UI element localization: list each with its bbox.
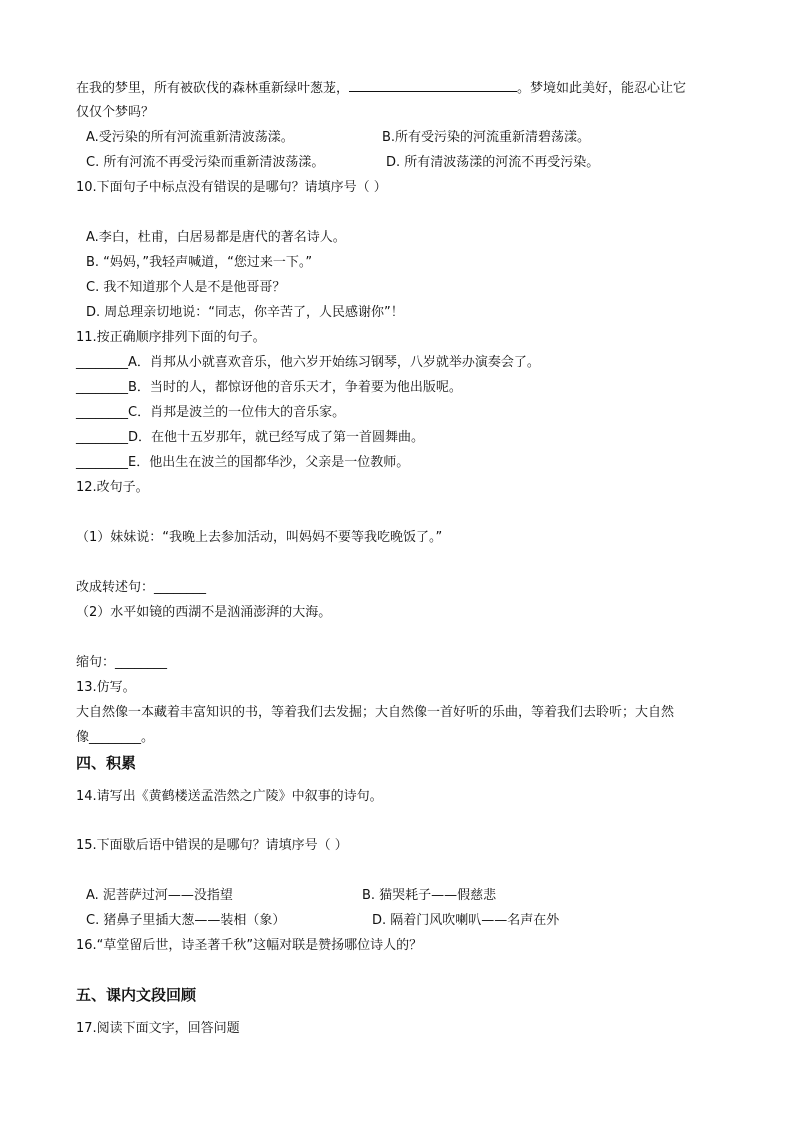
section-5-heading: 五、课内文段回顾 [76,986,197,1004]
q13-line-1: 大自然像一本藏着丰富知识的书，等着我们去发掘；大自然像一首好听的乐曲，等着我们去聆听；大自然 [76,705,675,720]
q9-option-b: B.所有受污染的河流重新清碧荡漾。 [382,130,591,145]
q11-text-d: D．在他十五岁那年，就已经写成了第一首圆舞曲。 [128,430,425,445]
q11-blank-d[interactable]: ________ [76,430,128,445]
q10-stem: 10.下面句子中标点没有错误的是哪句？请填序号（ ） [76,180,387,195]
q9-stem-line1 [76,80,686,97]
q14-stem: 14.请写出《黄鹤楼送孟浩然之广陵》中叙事的诗句。 [76,789,383,804]
q11-item-c [76,405,345,421]
q11-text-a: A．肖邦从小就喜欢音乐，他六岁开始练习钢琴，八岁就举办演奏会了。 [128,355,540,370]
q9-option-c: C. 所有河流不再受污染而重新清波荡漾。 [86,155,325,170]
q11-text-c: C．肖邦是波兰的一位伟大的音乐家。 [128,405,346,420]
q12-prompt-2[interactable]: 缩句：________ [76,655,168,670]
q15-option-b: B. 猫哭耗子——假慈悲 [362,888,497,903]
q9-stem-part-b: 。梦境如此美好，能忍心让它 [517,81,687,96]
q11-item-e [76,455,409,471]
q10-option-d: D. 周总理亲切地说：“同志，你辛苦了，人民感谢你”！ [86,305,404,320]
section-4-heading: 四、积累 [76,754,137,772]
q11-blank-c[interactable]: ________ [76,405,128,420]
q15-option-a: A. 泥菩萨过河——没指望 [86,888,233,903]
q9-stem-line2: 仅仅个梦吗？ [76,105,155,120]
q9-answer-blank[interactable] [349,80,517,92]
q13-line-2[interactable]: 像________。 [76,730,155,745]
q10-option-b: B. “妈妈，”我轻声喊道，“您过来一下。” [86,255,313,270]
q12-sentence-2: （2）水平如镜的西湖不是汹涌澎湃的大海。 [76,605,332,620]
q17-stem: 17.阅读下面文字，回答问题 [76,1021,240,1036]
q13-stem: 13.仿写。 [76,680,136,695]
q12-stem: 12.改句子。 [76,480,149,495]
q11-stem: 11.按正确顺序排列下面的句子。 [76,330,266,345]
q11-text-b: B．当时的人，都惊讶他的音乐天才，争着要为他出版呢。 [128,380,462,395]
q11-item-a [76,355,540,371]
q11-blank-e[interactable]: ________ [76,455,128,470]
q15-option-c: C. 猪鼻子里插大葱——装相（象） [86,913,286,928]
q10-option-a: A.李白，杜甫，白居易都是唐代的著名诗人。 [86,230,346,245]
q9-option-a: A.受污染的所有河流重新清波荡漾。 [86,130,294,145]
q11-text-e: E．他出生在波兰的国都华沙，父亲是一位教师。 [128,455,410,470]
q11-blank-b[interactable]: ________ [76,380,128,395]
q16-stem: 16.“草堂留后世，诗圣著千秋”这幅对联是赞扬哪位诗人的？ [76,938,423,953]
q11-blank-a[interactable]: ________ [76,355,128,370]
q11-item-b [76,380,462,396]
q12-sentence-1: （1）妹妹说：“我晚上去参加活动，叫妈妈不要等我吃晚饭了。” [76,530,443,545]
q9-option-d: D. 所有清波荡漾的河流不再受污染。 [386,155,600,170]
q11-item-d [76,430,424,446]
q15-stem: 15.下面歇后语中错误的是哪句？请填序号（ ） [76,838,348,853]
q9-stem-part-a: 在我的梦里，所有被砍伐的森林重新绿叶葱茏， [76,81,350,96]
q10-option-c: C. 我不知道那个人是不是他哥哥？ [86,280,286,295]
q15-option-d: D. 隔着门风吹喇叭——名声在外 [372,913,560,928]
q12-prompt-1[interactable]: 改成转述句：________ [76,580,207,595]
